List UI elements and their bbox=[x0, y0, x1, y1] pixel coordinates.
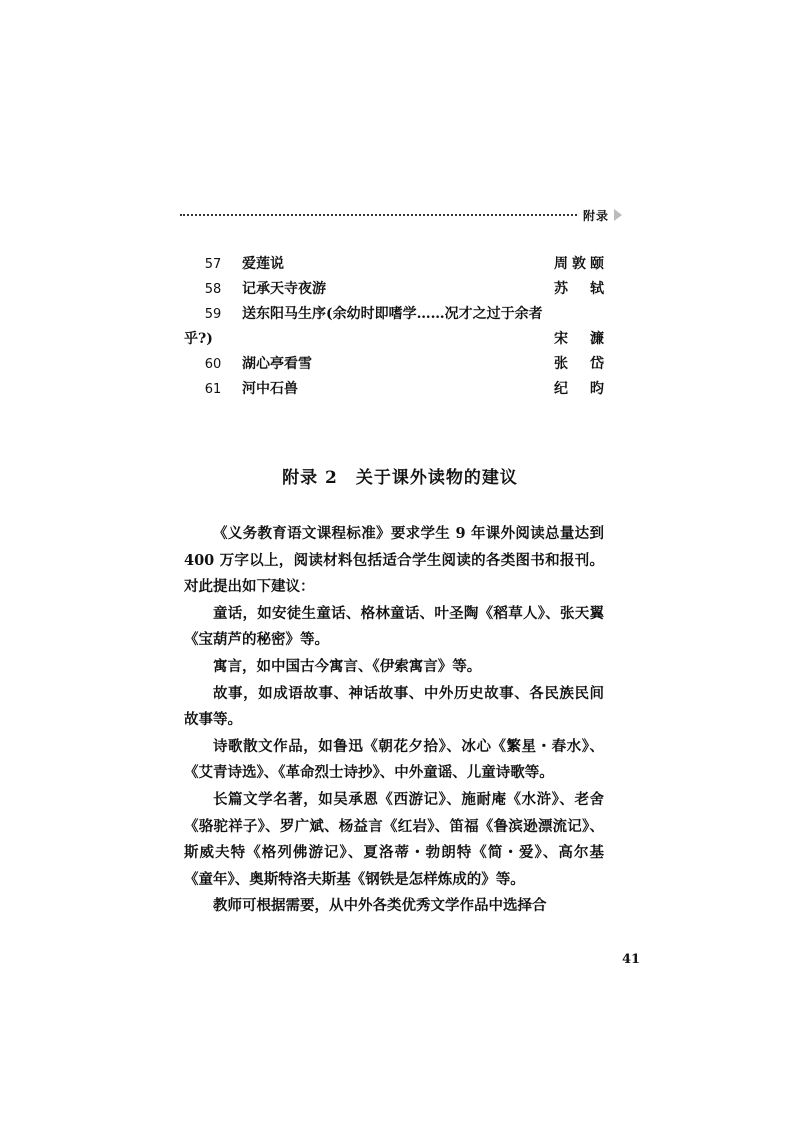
toc-author: 苏轼 bbox=[554, 281, 604, 297]
toc-row-continuation bbox=[184, 327, 604, 352]
toc-row bbox=[184, 302, 604, 327]
toc-title: 河中石兽 bbox=[242, 381, 298, 397]
toc-number: 57 bbox=[204, 257, 222, 272]
paragraph: 故事，如成语故事、神话故事、中外历史故事、各民族民间故事等。 bbox=[184, 684, 604, 729]
page-number: 41 bbox=[622, 952, 641, 967]
toc-number: 60 bbox=[204, 357, 222, 372]
section-title: 附录 2 关于课外读物的建议 bbox=[282, 468, 518, 488]
header-label: 附录 bbox=[582, 208, 609, 223]
paragraph: 童话，如安徒生童话、格林童话、叶圣陶《稻草人》、张天翼《宝葫芦的秘密》等。 bbox=[184, 604, 604, 649]
toc-author: 宋濂 bbox=[554, 331, 604, 347]
toc-number: 58 bbox=[204, 282, 222, 297]
toc-title: 送东阳马生序(余幼时即嗜学……况才之过于余者 bbox=[242, 306, 543, 322]
toc-author: 张岱 bbox=[554, 356, 604, 372]
toc-title: 乎?) bbox=[184, 331, 213, 347]
paragraph: 教师可根据需要，从中外各类优秀文学作品中选择合 bbox=[213, 897, 547, 915]
paragraph: 《义务教育语文课程标准》要求学生 9 年课外阅读总量达到 400 万字以上，阅读材料包括适合学生阅读的各类图书和报刊。对此提出如下建议： bbox=[184, 525, 604, 596]
toc-row bbox=[184, 277, 604, 302]
body-text bbox=[184, 521, 604, 920]
toc-row bbox=[184, 252, 604, 277]
header-triangle-icon bbox=[614, 209, 622, 221]
toc-list bbox=[184, 252, 604, 402]
toc-number: 61 bbox=[204, 382, 222, 397]
toc-row bbox=[184, 377, 604, 402]
paragraph: 长篇文学名著，如吴承恩《西游记》、施耐庵《水浒》、老舍《骆驼祥子》、罗广斌、杨益言《红岩》、笛福《鲁滨逊漂流记》、斯威夫特《格列佛游记》、夏洛蒂・勃朗特《简・爱》、高尔基《童年》、奥斯特洛夫斯基《钢铁是怎样炼成的》等。 bbox=[184, 790, 604, 888]
toc-title: 湖心亭看雪 bbox=[242, 356, 312, 372]
toc-author: 纪昀 bbox=[554, 381, 604, 397]
toc-row bbox=[184, 352, 604, 377]
toc-author: 周敦颐 bbox=[554, 256, 604, 272]
header-dotted-rule bbox=[180, 214, 577, 216]
toc-number: 59 bbox=[204, 307, 222, 322]
running-header bbox=[180, 207, 622, 223]
toc-title: 爱莲说 bbox=[242, 256, 284, 272]
toc-title: 记承天寺夜游 bbox=[242, 281, 326, 297]
paragraph: 诗歌散文作品，如鲁迅《朝花夕拾》、冰心《繁星・春水》、《艾青诗选》、《革命烈士诗抄》、中外童谣、儿童诗歌等。 bbox=[184, 737, 604, 782]
paragraph: 寓言，如中国古今寓言、《伊索寓言》等。 bbox=[213, 657, 482, 675]
